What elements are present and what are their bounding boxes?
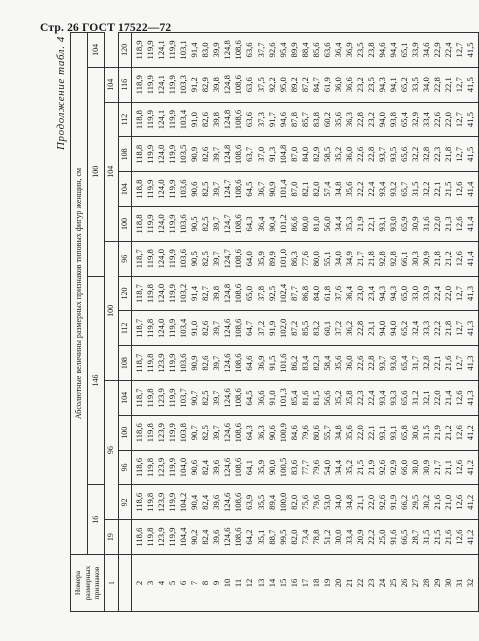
sub-col-header: 16 (87, 485, 104, 555)
table-column-values: 118,9 119,9 124,1 119,9 103,3 91,2 82,9 39,8 124,8 108,6 63,6 37,5 92,2 95,0 89,2 87,2 84,7 61,9 36,0 36,6 23,2 23,5 94,3 94,1 65,2 33,5 34,0 22,8 22,1 12,7 41,5 (132, 67, 479, 102)
page-header: Стр. 26 ГОСТ 17522—72 (40, 22, 172, 34)
table-continuation-label: Продолжение табл. 4 (55, 36, 67, 150)
column-header: 100 (119, 415, 132, 450)
column-header: 116 (119, 67, 132, 102)
table-column-values: 118,7 119,8 124,0 119,9 103,4 91,0 82,6 39,7 124,6 108,6 64,7 37,2 91,9 102,0 87,2 85,5 83,2 60,1 37,2 36,2 22,8 23,1 94,0 94,0 65,2 32,4 33,3 22,2 21,8 12,7 41,3 (132, 311, 479, 346)
column-header: 108 (119, 137, 132, 172)
table-column-values: 118,8 119,9 124,1 119,9 103,4 91,0 82,6 39,8 124,8 108,6 63,6 37,3 91,7 94,6 87,8 85,7 83,8 60,2 35,6 36,3 22,8 23,2 94,0 93,8 65,4 32,9 33,4 22,6 22,0 12,7 41,5 (132, 102, 479, 137)
table-column-values: 118,7 119,8 123,9 119,9 103,7 90,7 82,5 39,7 124,6 108,6 64,5 36,6 91,0 101,3 85,4 81,6 81,5 56,6 35,2 35,8 22,3 22,4 93,4 93,3 65,6 31,2 32,1 22,0 21,4 12,6 41,3 (132, 381, 479, 416)
row-header-number: 1 (104, 555, 119, 612)
column-header: 96 (119, 450, 132, 485)
table-column-values: 118,8 119,9 124,0 119,9 103,5 90,9 82,6 39,7 124,8 108,6 63,7 37,0 91,3 104,8 87,0 84,0 82,9 58,5 35,2 36,0 22,6 22,8 93,7 93,5 65,6 32,2 32,8 22,3 21,8 12,7 41,5 (132, 137, 479, 172)
table-column-values: 2 3 4 5 6 7 8 9 10 11 12 13 14 15 16 17 18 19 20 21 22 23 24 25 26 27 28 29 30 31 32 (132, 555, 479, 612)
row-header-label: Номера размерных признаков (71, 555, 105, 612)
subgroup-header: 104 (104, 67, 119, 102)
group-header: 100 (87, 67, 104, 276)
sub-col-code: 19 (104, 520, 119, 555)
rotated-table-block (52, 32, 479, 612)
column-header: 96 (119, 241, 132, 276)
column-header: 92 (119, 485, 132, 520)
column-header: 120 (119, 276, 132, 311)
column-header: 104 (119, 381, 132, 416)
group-header: 104 (87, 33, 104, 68)
subgroup-header: 96 (104, 381, 119, 520)
table-title: Абсолютные величины размерных признаков типовых фигур женщин, см (71, 33, 88, 555)
row-header-blank (119, 555, 132, 612)
table-column-values: 118,6 119,8 123,9 119,9 103,8 90,7 82,5 39,7 124,6 108,6 64,3 36,3 90,6 100,9 84,6 79,6 80,6 55,7 34,8 35,6 22,0 22,1 93,1 93,1 65,8 30,6 31,5 21,9 21,2 12,6 41,2 (132, 415, 479, 450)
table-column-values: 118,6 119,8 123,9 119,9 104,4 90,2 82,4 39,6 124,6 108,6 64,2 35,1 88,7 99,5 82,0 73,4 78,8 51,2 30,0 33,4 20,9 22,2 25,0 91,6 66,5 28,7 31,5 21,5 21,6 12,6 41,2 (132, 520, 479, 555)
subgroup-header: 100 (104, 241, 119, 380)
group-header: 146 (87, 276, 104, 485)
column-header: 108 (119, 346, 132, 381)
table-column-values: 118,7 119,8 124,0 119,9 103,6 90,5 82,5 39,7 124,7 108,6 64,0 35,9 89,9 101,0 86,3 77,6 80,0 55,1 34,0 34,9 21,7 21,8 92,8 92,8 66,1 30,3 30,9 21,8 21,2 12,6 41,4 (132, 241, 479, 276)
table-column-values: 118,7 119,8 124,0 119,9 103,2 91,4 82,7 39,8 124,8 108,6 65,0 37,8 92,5 102,4 87,7 86,8 84,0 61,8 37,6 36,4 23,0 23,4 94,3 94,3 65,0 33,0 33,9 22,4 22,0 12,7 41,3 (132, 276, 479, 311)
measurements-table (70, 32, 479, 612)
table-column-values: 118,6 119,8 123,9 119,9 104,0 90,6 82,4 39,6 124,6 108,6 64,1 35,9 90,0 100,5 83,6 77,7 79,6 54,0 34,4 35,2 21,5 21,9 92,6 92,9 66,0 30,0 30,9 21,7 21,1 12,6 41,2 (132, 450, 479, 485)
table-column-values: 118,6 119,8 123,9 119,9 104,2 90,4 82,4 39,6 124,6 108,6 63,9 35,5 89,4 100,0 82,0 75,6 79,6 53,0 34,0 34,8 21,1 22,0 92,6 91,9 66,2 29,5 30,2 21,6 21,0 12,6 41,2 (132, 485, 479, 520)
column-header: 112 (119, 311, 132, 346)
table-column-values: 118,8 119,9 124,0 119,9 103,6 90,6 82,5 39,7 124,7 108,6 64,5 36,7 90,9 101,4 87,0 82,1 82,0 57,4 34,8 35,6 22,2 22,4 93,4 93,2 65,7 31,5 32,2 22,1 21,5 12,6 41,4 (132, 172, 479, 207)
column-header: 104 (119, 172, 132, 207)
table-column-values: 118,8 119,9 124,0 119,9 103,6 90,5 82,5 39,7 124,7 108,6 64,3 36,4 90,4 101,2 86,6 80,0 81,0 56,0 34,4 35,3 21,9 22,1 93,1 93,0 65,9 30,9 31,6 22,0 21,3 12,6 41,4 (132, 207, 479, 242)
column-header: 112 (119, 102, 132, 137)
table-column-values: 118,9 119,9 124,1 119,9 103,1 91,4 83,0 39,9 124,8 108,6 63,6 37,7 92,6 95,4 89,9 88,4 85,6 63,6 36,4 36,9 23,5 23,8 94,6 94,4 65,1 33,9 34,6 22,9 22,4 12,7 41,5 (132, 33, 479, 68)
subgroup-header: 104 (104, 102, 119, 241)
table-column-values: 118,7 119,8 123,9 119,9 103,6 90,9 82,6 39,7 124,6 108,6 64,6 36,9 91,5 101,6 86,2 83,4 82,3 58,4 35,6 36,0 22,6 22,8 93,7 93,6 65,4 31,7 32,8 22,1 21,6 12,7 41,3 (132, 346, 479, 381)
column-header: 100 (119, 207, 132, 242)
column-header (119, 520, 132, 555)
column-header: 120 (119, 33, 132, 68)
